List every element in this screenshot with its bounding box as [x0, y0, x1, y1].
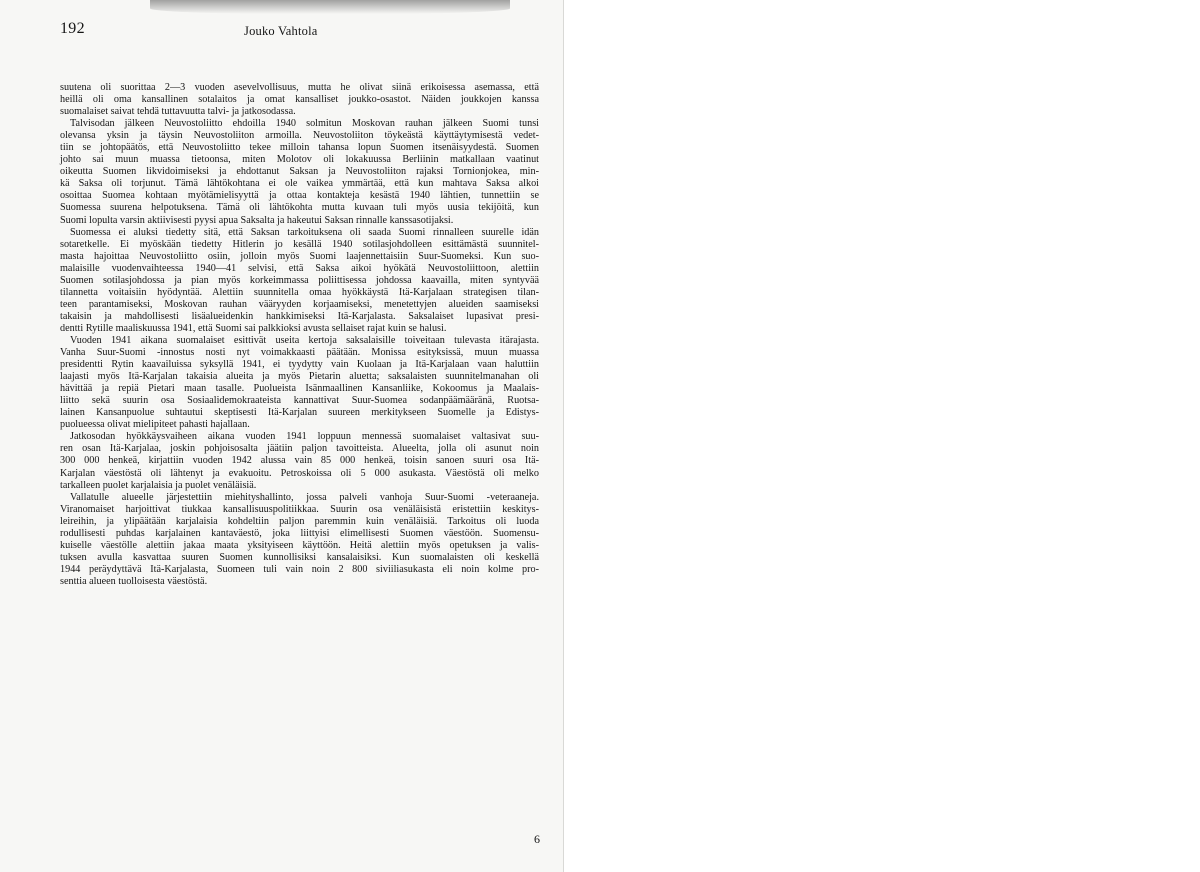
text-line: kuiselle väestölle alettiin jakaa maata yksityiseen käyttöön. Heitä alettiin myös opetuksen ja valis-: [60, 539, 539, 551]
running-head-author: Jouko Vahtola: [244, 24, 318, 38]
text-line: ren osan Itä-Karjalaa, joskin pohjoisosalta jäätiin paljon tavoitteista. Alueelta, jolla oli asunut noin: [60, 443, 539, 455]
text-line: Viranomaiset harjoittivat tiukkaa kansallisuuspolitiikkaa. Suurin osa venäläisistä eristettiin keskitys-: [60, 503, 539, 515]
text-line: rodullisesti puhdas karjalainen kantaväestö, joka liittyisi elimellisesti Suomen väestöön. Suomensu-: [60, 527, 539, 539]
text-line: tuksen avulla kasvattaa suuren Suomen kunnollisiksi kansalaisiksi. Kun suomalaisten oli keskellä: [60, 551, 539, 563]
text-line: Talvisodan jälkeen Neuvostoliitto ehdoilla 1940 solmitun Moskovan rauhan jälkeen Suomi tunsi: [70, 118, 539, 130]
page-number: 192: [60, 20, 85, 37]
text-line: Suomessa suurena helpotuksena. Tämä oli lähtökohta mutta kuvaan tuli myös uusia tekijöitä, kun: [60, 202, 539, 214]
text-line: Vanha Suur-Suomi -innostus nosti nyt voimakkaasti päätään. Monissa esityksissä, muun muassa: [60, 347, 539, 359]
text-line: osoittaa Suomea kohtaan myötämielisyyttä ja ottaa kontakteja kesästä 1940 lähtien, tunnettiin se: [60, 190, 539, 202]
text-line: Vallatulle alueelle järjestettiin miehityshallinto, jossa palveli vanhoja Suur-Suomi -veteraaneja.: [70, 491, 539, 503]
text-line: laajasti myös Itä-Karjalan takaisia alueita ja myös Pietarin aluetta; saksalaisten suunnitelmanahan oli: [60, 371, 539, 383]
text-line: leireihin, ja ylipäätään karjalaisia kohdeltiin paljon paremmin kuin venäläisiä. Tarkoitus oli luoda: [60, 515, 539, 527]
text-line: malaisille vuodenvaihteessa 1940—41 selvisi, että Saksa aikoi hyökätä Neuvostoliittoon, alettiin: [60, 262, 539, 274]
text-line: tiin se johtopäätös, että Neuvostoliitto tekee milloin tahansa lopun Suomen itsenäisyydestä. Suomen: [60, 142, 539, 154]
text-line: masta hajoittaa Neuvostoliitto osiin, jolloin myös Suomi laajennettaisiin Suur-Suomeksi. Kun suo-: [60, 250, 539, 262]
text-line: teen parantamiseksi, Moskovan rauhan vääryyden korjaamiseksi, menetettyjen alueiden saamiseksi: [60, 298, 539, 310]
text-line: dentti Rytille maaliskuussa 1941, että Suomi sai palkkioksi avusta sellaiset rajat kuin se halusi.: [60, 322, 447, 334]
text-line: 300 000 henkeä, kirjattiin vuoden 1942 alussa vain 85 000 henkeä, toisin sanoen suuri osa Itä-: [60, 455, 539, 467]
text-line: suutena oli suorittaa 2—3 vuoden asevelvollisuus, mutta he olivat siinä erikoisessa asemassa, että: [60, 82, 539, 93]
text-line: johto sai muun muassa tietoonsa, miten Molotov oli lokakuussa Berliinin matkallaan vaatinut: [60, 154, 539, 166]
text-line: olevansa yksin ja täysin Neuvostoliiton armoilla. Neuvostoliiton töykeästä käyttäytymisestä vedet-: [60, 130, 539, 142]
text-line: Karjalan väestöstä oli lähtenyt ja evakuoitu. Petroskoissa oli 5 000 asukasta. Väestöstä oli melko: [60, 467, 539, 479]
text-line: liitto sekä suurin osa Sosiaalidemokraateista kannattivat Suur-Suomea sodanpäämääränä, Ruotsa-: [60, 395, 539, 407]
page-edge: [563, 0, 564, 872]
text-line: lainen Kansanpuolue suhtautui skeptisesti Itä-Karjalan suureen merkitykseen Suomelle ja Edistys-: [60, 407, 539, 419]
text-line: Jatkosodan hyökkäysvaiheen aikana vuoden 1941 loppuun mennessä suomalaiset valtasivat suu-: [70, 431, 539, 443]
text-line: sotaretkelle. Ei myöskään tiedetty Hitlerin jo kesällä 1940 sotilasjohdolleen esittämästä suunnitel-: [60, 238, 539, 250]
text-line: oikeutta Suomen likvidoimiseksi ja ehdottanut Saksan ja Neuvostoliiton rajaksi Tornionjokea, min-: [60, 166, 539, 178]
text-line: puolueessa olivat mielipiteet pahasti hajallaan.: [60, 419, 250, 431]
text-line: Suomessa ei aluksi tiedetty sitä, että Saksan tarkoituksena oli saada Suomi rinnalleen suurelle idän: [70, 226, 539, 238]
text-line: 1944 peräydyttävä Itä-Karjalasta, Suomeen tuli vain noin 2 800 siviiliasukasta eli noin kolme pro-: [60, 563, 539, 575]
text-line: hävittää ja repiä Pietari maan tasalle. Puolueista Isänmaallinen Kansanliike, Kokoomus ja Maalais-: [60, 383, 539, 395]
text-line: tilannetta voitaisiin hyödyntää. Alettiin suunnitella omaa hyökkäystä Itä-Karjalaan strategisen tilan-: [60, 286, 539, 298]
text-line: presidentti Rytin kaavailuissa syksyllä 1941, ei tyydytty vain Kuolaan ja Itä-Karjalaan vaan haluttiin: [60, 359, 539, 371]
bleed-through: [380, 752, 530, 796]
text-line: tarkalleen puolet karjalaisia ja puolet venäläisiä.: [60, 479, 257, 491]
text-line: takaisin ja mahdollisesti lisäalueidenkin hankkimiseksi Itä-Karjalasta. Saksalaiset lupasivat presi-: [60, 310, 539, 322]
footer-signature-mark: 6: [534, 832, 540, 846]
text-line: Suomi lopulta varsin aktiivisesti pyysi apua Saksalta ja hakeutui Saksan rinnalle kanssasotijaksi.: [60, 214, 454, 226]
text-line: senttia alueen tuolloisesta väestöstä.: [60, 575, 208, 587]
body-text: [60, 82, 539, 588]
binding-shadow: [150, 0, 510, 14]
text-line: Suomen sotilasjohdossa ja pian myös korkeimmassa poliittisessa johdossa kaavailla, miten syntyvää: [60, 274, 539, 286]
text-line: Vuoden 1941 aikana suomalaiset esittivät useita kertoja saksalaisille toiveitaan tulevasta itärajasta.: [70, 334, 539, 346]
text-line: kä Saksa oli torjunut. Tämä lähtökohtana ei ole vaikea ymmärtää, että kun mahtava Saksa alkoi: [60, 178, 539, 190]
text-line: heillä oli oma kansallinen sotalaitos ja omat kansalliset joukko-osastot. Näiden joukkojen kanssa: [60, 94, 539, 106]
text-line: suomalaiset saivat tehdä tuttavuutta talvi- ja jatkosodassa.: [60, 106, 296, 118]
book-page: [0, 0, 563, 872]
